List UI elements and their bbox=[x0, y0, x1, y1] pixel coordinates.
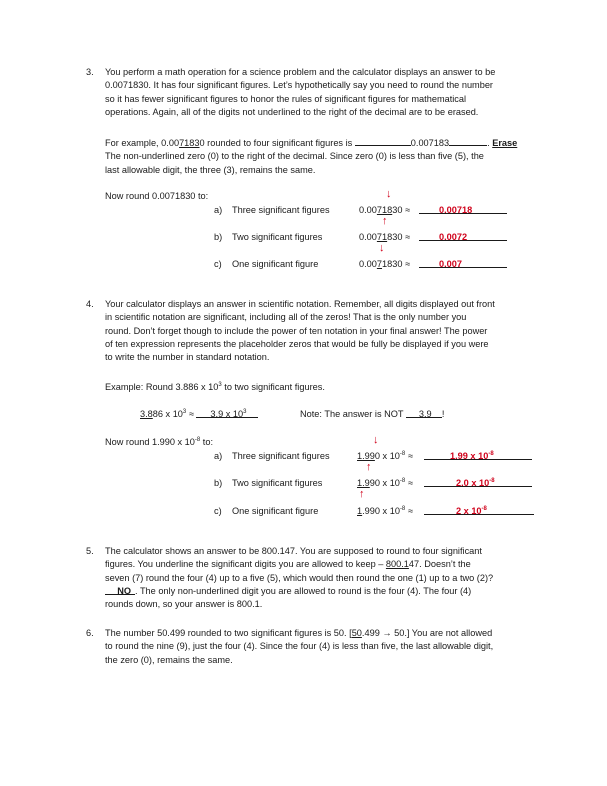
item-3-example-line: For example, 0.0071830 rounded to four significant figures is 0.007183 . Erase bbox=[105, 135, 545, 150]
arrow-down-icon: ↓ bbox=[373, 434, 379, 446]
part-letter: a) bbox=[214, 451, 223, 461]
example-answer: 0.007183 bbox=[410, 138, 450, 148]
answer-blank bbox=[419, 204, 507, 217]
answer-text: 0.0072 bbox=[439, 232, 468, 242]
part-value: 0.0071830 ≈ bbox=[359, 205, 411, 215]
answer-blank bbox=[419, 231, 507, 244]
erase-label: Erase bbox=[492, 138, 518, 148]
item-4-line: to write the number in standard notation. bbox=[105, 352, 270, 363]
example-blank bbox=[355, 135, 411, 146]
part-value: 1.990 x $10^{-8}$ ≈ bbox=[357, 450, 413, 461]
part-label: Three significant figures bbox=[232, 205, 330, 215]
item-4-example: Example: Round 3.886 x $10^3$ to two significant figures. bbox=[105, 381, 325, 392]
answer-blank bbox=[424, 477, 532, 490]
part-label: Two significant figures bbox=[232, 232, 323, 242]
answer-text: 1.99 x $10^{-8}$ bbox=[450, 450, 494, 461]
part-value: 0.0071830 ≈ bbox=[359, 259, 411, 269]
answer-blank bbox=[424, 505, 534, 518]
item-4-example-work: 3.886 x $10^3 \approx 3.9$ x $10^3$ bbox=[140, 408, 258, 421]
part-label: One significant figure bbox=[232, 506, 319, 516]
item-3-line: operations. Again, all of the digits not underlined to the right of the decimal are to be erased. bbox=[105, 106, 479, 117]
arrow-down-icon: ↓ bbox=[379, 242, 385, 254]
part-letter: c) bbox=[214, 506, 222, 516]
item-3-example bbox=[105, 135, 545, 177]
arrow-up-icon: ↑ bbox=[359, 488, 365, 500]
item-6-number: 6. bbox=[86, 628, 94, 638]
item-4-line: of ten expression represents the placeholder zeros that would be fully be displayed if you were bbox=[105, 338, 489, 349]
item-3-line: 0.0071830. It has four significant figures. Let’s hypothetically say you need to round the number bbox=[105, 80, 493, 91]
item-3-number: 3. bbox=[86, 67, 94, 77]
item-4-note: Note: The answer is NOT 3.9 ! bbox=[300, 409, 445, 419]
answer-text: 2.0 x $10^{-8}$ bbox=[456, 477, 495, 488]
item-4-line: in scientific notation are significant, including all of the zeros! That is the only number you bbox=[105, 312, 467, 323]
item-3-intro bbox=[105, 66, 545, 119]
arrow-up-icon: ↑ bbox=[382, 215, 388, 227]
part-label: One significant figure bbox=[232, 259, 319, 269]
part-letter: b) bbox=[214, 232, 223, 242]
item-4-now-round: Now round 1.990 x $10^{-8}$ to: bbox=[105, 436, 214, 447]
part-letter: c) bbox=[214, 259, 222, 269]
part-letter: b) bbox=[214, 478, 223, 488]
item-6-text: The number 50.499 rounded to two significant figures is 50. [50.499 → 50.] You are not allowed to round the nine (9), just the four (4). Since the four (4) is less than five, the last allowable digit, the zero (0), remains the same. bbox=[105, 628, 494, 665]
arrow-up-icon: ↑ bbox=[366, 461, 372, 473]
item-4-line: Your calculator displays an answer in scientific notation. Remember, all digits displayed out front bbox=[105, 299, 495, 309]
item-4-intro bbox=[105, 298, 545, 364]
part-value: 1.990 x $10^{-8}$ ≈ bbox=[357, 477, 413, 488]
part-label: Two significant figures bbox=[232, 478, 323, 488]
part-value: 1.990 x $10^{-8}$ ≈ bbox=[357, 505, 413, 516]
item-3-line: so it has fewer significant figures to honor the rules of significant figures for mathematical bbox=[105, 93, 467, 104]
part-value: 0.0071830 ≈ bbox=[359, 232, 411, 242]
answer-text: 0.00718 bbox=[439, 205, 473, 215]
answer-blank bbox=[424, 450, 532, 463]
underlined-digits: 7183 bbox=[179, 138, 200, 148]
item-4-number: 4. bbox=[86, 299, 94, 309]
item-4-line: round. Don’t forget though to include the power of ten notation in your final answer! The power bbox=[105, 325, 488, 336]
item-3-now-round: Now round 0.0071830 to: bbox=[105, 191, 209, 201]
answer-blank bbox=[419, 258, 507, 271]
item-5-number: 5. bbox=[86, 546, 94, 556]
arrow-down-icon: ↓ bbox=[386, 188, 392, 200]
item-3-explain: The non-underlined zero (0) to the right of the decimal. Since zero (0) is less than five (5), the bbox=[105, 151, 484, 162]
item-3-line: You perform a math operation for a science problem and the calculator displays an answer to be bbox=[105, 67, 496, 77]
item-5-text: The calculator shows an answer to be 800.147. You are supposed to round to four significant figures. You underline the significant digits you are allowed to keep – 800.147. Doesn’t the seven (7) round the four (4) up to a five (5), which would then round the one (1) up to a two (2)? NO . The only non-underlined digit you are allowed to round is the four (4). The four (4) rounds down, so your answer is 800.1. bbox=[105, 546, 494, 610]
part-letter: a) bbox=[214, 205, 223, 215]
part-label: Three significant figures bbox=[232, 451, 330, 461]
answer-text: 2 x $10^{-8}$ bbox=[456, 505, 487, 516]
item-3-explain: last allowable digit, the three (3), remains the same. bbox=[105, 164, 316, 175]
answer-text: 0.007 bbox=[439, 259, 462, 269]
